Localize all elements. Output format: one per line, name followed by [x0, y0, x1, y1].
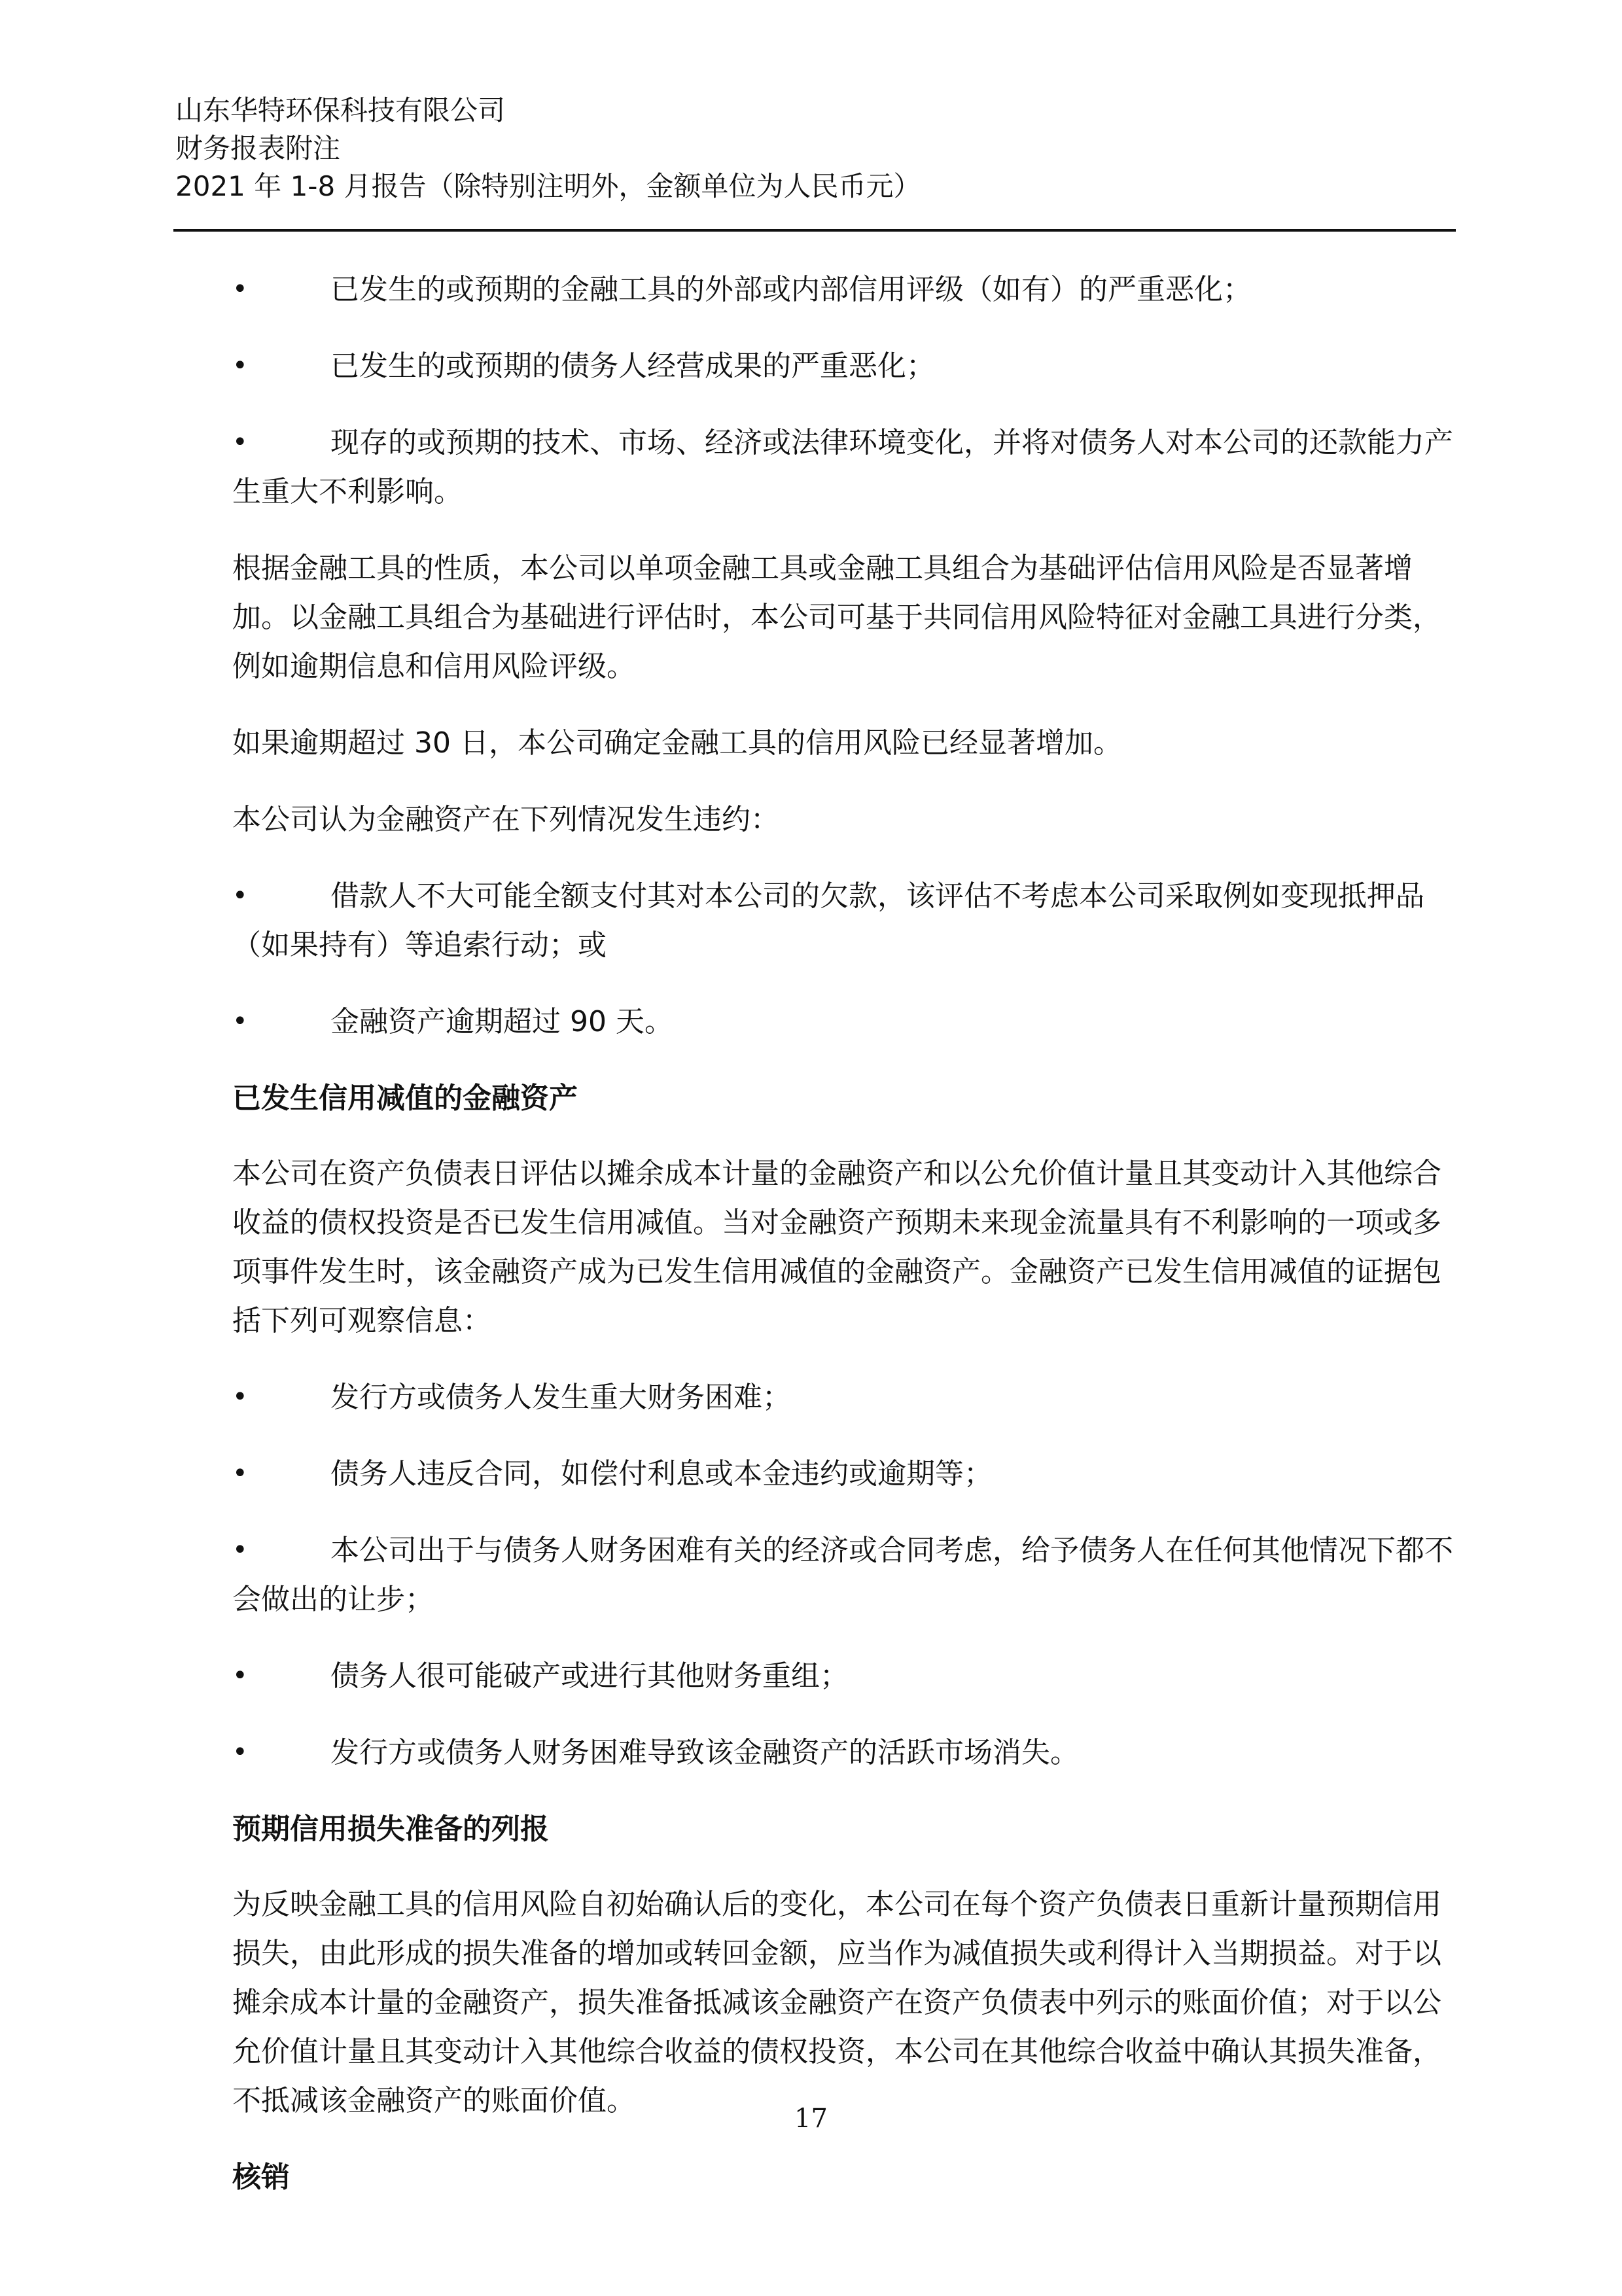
- bullet-icon: •: [232, 1535, 248, 1565]
- bullet-icon: •: [232, 1458, 248, 1489]
- list-item-text: 已发生的或预期的债务人经营成果的严重恶化；: [330, 349, 935, 383]
- bullet-icon: •: [232, 1737, 248, 1767]
- paragraph-assessment-basis: 根据金融工具的性质，本公司以单项金融工具或金融工具组合为基础评估信用风险是否显著增加。以金融工具组合为基础进行评估时，本公司可基于共同信用风险特征对金融工具进行分类，例如逾期信息和信用风险评级。: [232, 552, 1441, 683]
- list-item-text: 已发生的或预期的金融工具的外部或内部信用评级（如有）的严重恶化；: [330, 273, 1252, 306]
- list-item: [232, 1449, 1456, 1498]
- list-item-text: 债务人违反合同，如偿付利息或本金违约或逾期等；: [330, 1457, 993, 1491]
- list-item-text: 发行方或债务人发生重大财务困难；: [330, 1381, 791, 1414]
- bullet-icon: •: [232, 351, 248, 381]
- document-body: [232, 265, 1456, 2228]
- list-item: [232, 1728, 1456, 1777]
- bullet-icon: •: [232, 274, 248, 304]
- page-number: 17: [794, 2104, 828, 2134]
- report-period: 2021 年 1-8 月报告（除特别注明外，金额单位为人民币元）: [175, 170, 921, 202]
- paragraph-default-definition: 本公司认为金融资产在下列情况发生违约：: [232, 803, 779, 836]
- list-item-text: 本公司出于与债务人财务困难有关的经济或合同考虑，给予债务人在任何其他情况下都不会做出的让步；: [232, 1534, 1453, 1616]
- company-name: 山东华特环保科技有限公司: [175, 94, 506, 126]
- paragraph-loss-allowance-presentation: 为反映金融工具的信用风险自初始确认后的变化，本公司在每个资产负债表日重新计量预期信用损失，由此形成的损失准备的增加或转回金额，应当作为减值损失或利得计入当期损益。对于以摊余成本计量的金融资产，损失准备抵减该金融资产在资产负债表中列示的账面价值；对于以公允价值计量且其变动计入其他综合收益的债权投资，本公司在其他综合收益中确认其损失准备，不抵减该金融资产的账面价值。: [232, 1888, 1441, 2117]
- bullet-icon: •: [232, 427, 248, 457]
- page-header: [175, 92, 1451, 205]
- bullet-icon: •: [232, 1006, 248, 1036]
- list-item-text: 发行方或债务人财务困难导致该金融资产的活跃市场消失。: [330, 1736, 1079, 1769]
- list-item: [232, 1526, 1456, 1624]
- list-item: [232, 997, 1456, 1046]
- list-item-text: 借款人不大可能全额支付其对本公司的欠款，该评估不考虑本公司采取例如变现抵押品（如果持有）等追索行动；或: [232, 879, 1424, 962]
- bullet-icon: •: [232, 1661, 248, 1691]
- list-item: [232, 1651, 1456, 1701]
- list-item: [232, 872, 1456, 970]
- bullet-icon: •: [232, 881, 248, 911]
- list-item-text: 债务人很可能破产或进行其他财务重组；: [330, 1659, 849, 1693]
- document-title: 财务报表附注: [175, 132, 341, 164]
- list-item: [232, 418, 1456, 516]
- list-item: [232, 265, 1456, 314]
- header-divider: [173, 229, 1456, 232]
- list-item: [232, 342, 1456, 391]
- list-item-text: 现存的或预期的技术、市场、经济或法律环境变化，并将对债务人对本公司的还款能力产生重大不利影响。: [232, 426, 1453, 508]
- paragraph-credit-impaired-evidence: 本公司在资产负债表日评估以摊余成本计量的金融资产和以公允价值计量且其变动计入其他综合收益的债权投资是否已发生信用减值。当对金融资产预期未来现金流量具有不利影响的一项或多项事件发生时，该金融资产成为已发生信用减值的金融资产。金融资产已发生信用减值的证据包括下列可观察信息：: [232, 1157, 1441, 1337]
- list-item: [232, 1373, 1456, 1422]
- bullet-icon: •: [232, 1382, 248, 1412]
- paragraph-overdue-30-days: 如果逾期超过 30 日，本公司确定金融工具的信用风险已经显著增加。: [232, 726, 1122, 760]
- list-item-text: 金融资产逾期超过 90 天。: [330, 1005, 673, 1038]
- section-heading-loss-allowance: 预期信用损失准备的列报: [232, 1812, 549, 1846]
- section-heading-write-off: 核销: [232, 2161, 290, 2194]
- section-heading-credit-impaired: 已发生信用减值的金融资产: [232, 1082, 578, 1115]
